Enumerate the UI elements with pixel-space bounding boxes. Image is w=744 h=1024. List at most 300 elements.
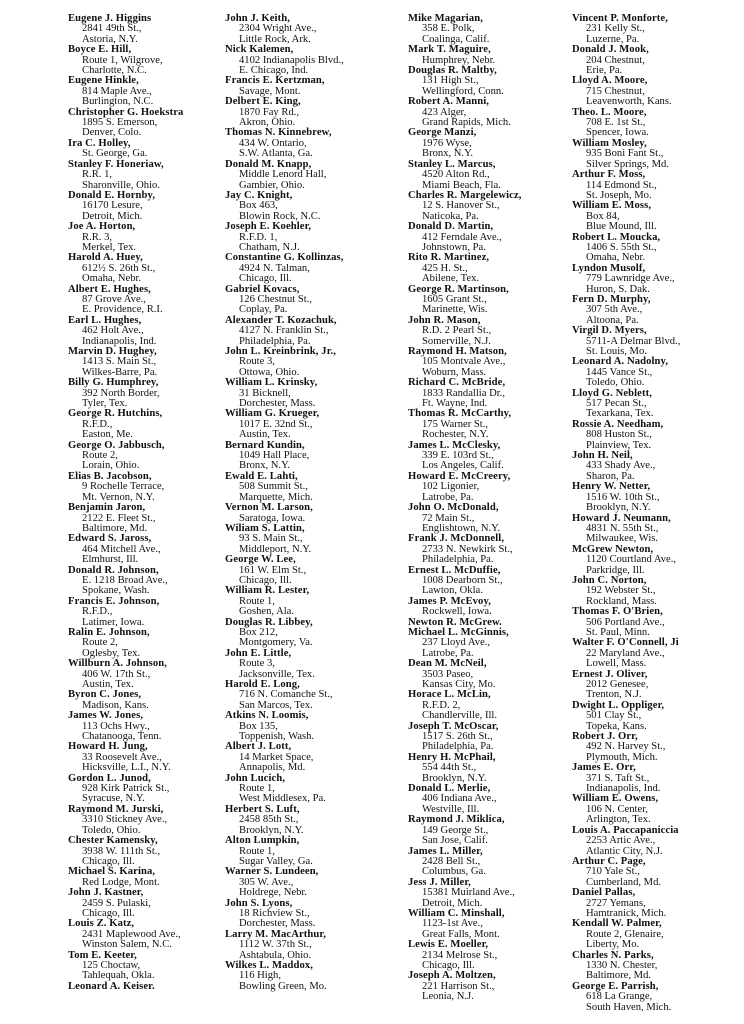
entry-name: Earl L. Hughes, [68, 314, 142, 326]
entry-name: Elias B. Jacobson, [68, 470, 152, 482]
entry-address-line: 161 W. Elm St., [239, 564, 307, 576]
entry-name: Thomas N. Kinnebrew, [225, 127, 332, 139]
directory-entry [572, 14, 744, 45]
entry-name: Byron C. Jones, [68, 689, 142, 701]
entry-name: Walter F. O'Connell, Ji [572, 637, 679, 649]
entry-name: Robert A. Manni, [408, 96, 490, 108]
directory-entry [225, 441, 401, 472]
entry-address-line: 412 Ferndale Ave., [422, 231, 502, 243]
entry-address-line: Box 463, [239, 200, 278, 212]
entry-address-line: Detroit, Mich. [422, 897, 483, 909]
entry-address-line: 339 E. 103rd St., [422, 450, 494, 462]
directory-entry [572, 76, 744, 107]
directory-entry [572, 357, 744, 388]
entry-address-line: Baltimore, Md. [82, 522, 148, 534]
entry-address-line: R.F.D. 2, [422, 699, 461, 711]
entry-address-line: Plymouth, Mich. [586, 751, 658, 763]
directory-entry [225, 45, 401, 76]
directory-entry [408, 253, 570, 284]
entry-address-line: St. Louis, Mo. [586, 346, 647, 357]
entry-address-line: Chicago, Ill. [422, 959, 475, 971]
entry-address-line: 2134 Melrose St., [422, 949, 498, 961]
entry-address-line: Box 84, [586, 210, 620, 222]
entry-address-line: 1120 Courtland Ave., [586, 554, 677, 566]
entry-address-line: 305 W. Ave., [239, 876, 294, 888]
entry-address-line: Sharon, Pa. [586, 470, 635, 482]
directory-entry [225, 97, 401, 128]
entry-name: Donald L. Merlie, [408, 783, 491, 795]
entry-name: John J. Keith, [225, 13, 290, 24]
entry-address-line: R.R. 1, [82, 169, 113, 181]
entry-address-line: 1895 S. Emerson, [82, 117, 158, 129]
entry-address-line: Ashtabula, Ohio. [239, 949, 312, 961]
entry-address-line: 102 Ligonier, [422, 481, 480, 493]
entry-address-line: 1870 Fay Rd., [239, 106, 300, 118]
entry-address-line: Somerville, N.J. [422, 335, 491, 347]
entry-address-line: 4924 N. Talman, [239, 262, 310, 274]
directory-entry [225, 961, 401, 992]
entry-address-line: Brooklyn, N.Y. [586, 502, 651, 514]
entry-address-line: Mt. Vernon, N.Y. [82, 491, 155, 503]
entry-address-line: 392 North Border, [82, 387, 160, 399]
entry-name: Bernard Kundin, [225, 439, 305, 451]
entry-name: John Lucich, [225, 772, 286, 784]
directory-entry [68, 285, 218, 316]
entry-name: Jess J. Miller, [408, 876, 471, 888]
directory-entry [572, 670, 744, 701]
directory-entry [68, 659, 218, 690]
entry-address-line: Grand Rapids, Mich. [422, 117, 511, 129]
entry-address-line: 508 Summit St., [239, 481, 308, 493]
entry-address-line: Latimer, Iowa. [82, 616, 145, 628]
entry-name: Francis E. Johnson, [68, 595, 160, 607]
entry-address-line: Little Rock, Ark. [239, 33, 311, 45]
entry-name: William C. Minshall, [408, 907, 505, 919]
entry-address-line: Baltimore, Md. [586, 970, 652, 982]
directory-entry [408, 285, 570, 316]
entry-name: John E. Little, [225, 647, 292, 659]
entry-address-line: 307 5th Ave., [586, 304, 643, 316]
entry-address-line: Milwaukee, Wis. [586, 533, 659, 545]
entry-address-line: 618 La Grange, [586, 991, 653, 1003]
entry-address-line: Jacksonville, Tex. [239, 668, 315, 680]
entry-address-line: 506 Portland Ave., [586, 616, 665, 628]
directory-entry [68, 566, 218, 597]
entry-name: Gabriel Kovacs, [225, 283, 300, 295]
entry-address-line: 2122 E. Fleet St., [82, 512, 156, 524]
entry-address-line: 1049 Hall Place, [239, 450, 310, 462]
directory-entry [225, 836, 401, 867]
directory-entry [408, 66, 570, 97]
entry-name: Horace L. McLin, [408, 689, 491, 701]
directory-entry [572, 732, 744, 763]
entry-address-line: Chicago, Ill. [82, 907, 135, 919]
entry-address-line: 4520 Alton Rd., [422, 169, 490, 181]
entry-address-line: 715 Chestnut, [586, 85, 645, 97]
entry-name: Louis Z. Katz, [68, 918, 135, 930]
directory-entry [408, 597, 570, 618]
entry-address-line: 434 W. Ontario, [239, 137, 307, 149]
entry-address-line: Route 1, [239, 783, 275, 795]
directory-entry [225, 618, 401, 649]
entry-address-line: Texarkana, Tex. [586, 408, 654, 420]
directory-entry [408, 971, 570, 1002]
directory-entry [572, 638, 744, 669]
entry-name: Fern D. Murphy, [572, 293, 651, 305]
entry-address-line: Humphrey, Nebr. [422, 54, 496, 66]
entry-address-line: 423 Alger, [422, 106, 467, 118]
entry-name: Warner S. Lundeen, [225, 866, 319, 878]
entry-name: Harold A. Huey, [68, 252, 143, 264]
entry-address-line: Elmhurst, Ill. [82, 554, 139, 566]
directory-entry [572, 295, 744, 326]
entry-name: Lloyd A. Moore, [572, 75, 648, 87]
entry-address-line: Blowin Rock, N.C. [239, 210, 321, 222]
entry-name: Vincent P. Monforte, [572, 14, 668, 24]
entry-address-line: Rochester, N.Y. [422, 429, 489, 441]
entry-address-line: 204 Chestnut, [586, 54, 645, 66]
entry-name: George R. Martinson, [408, 283, 509, 295]
entry-address-line: Spencer, Iowa. [586, 127, 649, 139]
entry-name: Herbert S. Luft, [225, 803, 300, 815]
entry-name: Raymond H. Matson, [408, 346, 507, 357]
directory-entry [225, 503, 401, 524]
entry-address-line: R.R. 3, [82, 231, 113, 243]
entry-address-line: Sugar Valley, Ga. [239, 855, 313, 867]
directory-entry [68, 867, 218, 888]
entry-name: Stanley L. Marcus, [408, 158, 496, 170]
entry-address-line: Omaha, Nebr. [82, 273, 142, 285]
entry-address-line: Wellingford, Conn. [422, 85, 504, 97]
directory-entry [408, 847, 570, 878]
entry-name: Henry H. McPhail, [408, 751, 496, 763]
directory-column-1 [68, 14, 218, 992]
entry-address-line: E. Chicago, Ind. [239, 65, 309, 77]
entry-address-line: Leonia, N.J. [422, 991, 474, 1003]
entry-name: Wiliam S. Lattin, [225, 522, 305, 534]
entry-name: Leonard A. Keiser. [68, 980, 155, 992]
directory-entry [572, 326, 744, 357]
directory-entry [408, 316, 570, 347]
entry-name: Raymond J. Miklica, [408, 814, 505, 826]
directory-entry [68, 982, 218, 992]
entry-name: Raymond M. Jurski, [68, 803, 164, 815]
directory-entry [408, 128, 570, 159]
entry-address-line: Merkel, Tex. [82, 241, 137, 253]
entry-address-line: 2727 Yemans, [586, 897, 646, 909]
entry-address-line: Tyler, Tex. [82, 398, 128, 410]
entry-name: George R. Hutchins, [68, 408, 163, 420]
directory-entry [68, 472, 218, 503]
entry-address-line: 125 Choctaw, [82, 959, 141, 971]
directory-entry [68, 45, 218, 76]
entry-address-line: Astoria, N.Y. [82, 33, 138, 45]
entry-name: Jay C. Knight, [225, 189, 293, 201]
directory-entry [572, 576, 744, 607]
entry-name: John C. Norton, [572, 574, 647, 586]
entry-name: Eugene Hinkle, [68, 75, 139, 87]
entry-address-line: Chatham, N.J. [239, 241, 300, 253]
entry-address-line: South Haven, Mich. [586, 1001, 672, 1013]
directory-entry [68, 14, 218, 45]
directory-entry [68, 888, 218, 919]
entry-name: Gordon L. Junod, [68, 772, 151, 784]
entry-address-line: Chicago, Ill. [239, 273, 292, 285]
entry-address-line: 808 Huston St., [586, 429, 652, 441]
directory-column-4 [572, 14, 744, 1013]
entry-address-line: Chicago, Ill. [82, 855, 135, 867]
directory-entry [68, 742, 218, 773]
entry-address-line: 710 Yale St., [586, 866, 640, 878]
entry-address-line: 1413 S. Main St., [82, 356, 157, 368]
entry-name: Arthur F. Moss, [572, 169, 646, 181]
entry-name: Louis A. Paccapaniccia [572, 824, 679, 836]
directory-entry [225, 128, 401, 159]
entry-address-line: 1123-1st Ave., [422, 918, 483, 930]
entry-address-line: 501 Clay St., [586, 710, 642, 722]
entry-address-line: 371 S. Taft St., [586, 772, 650, 784]
entry-address-line: Winston Salem, N.C. [82, 939, 172, 951]
directory-entry [68, 628, 218, 659]
entry-address-line: 149 George St., [422, 824, 489, 836]
directory-entry [225, 774, 401, 805]
entry-address-line: R.D. 2 Pearl St., [422, 325, 492, 337]
entry-address-line: 3938 W. 111th St., [82, 845, 161, 857]
entry-address-line: Topeka, Kans. [586, 720, 647, 732]
entry-address-line: 462 Holt Ave., [82, 325, 144, 337]
entry-address-line: Burlington, N.C. [82, 96, 154, 108]
entry-address-line: Box 135, [239, 720, 278, 732]
entry-address-line: Silver Springs, Md. [586, 158, 669, 170]
entry-address-line: Columbus, Ga. [422, 866, 486, 878]
entry-address-line: 114 Edmond St., [586, 179, 657, 191]
directory-entry [572, 264, 744, 295]
entry-address-line: Brooklyn, N.Y. [239, 824, 304, 836]
directory-entry [225, 867, 401, 898]
directory-entry [572, 951, 744, 982]
directory-entry [68, 441, 218, 472]
entry-address-line: Tahlequah, Okla. [82, 970, 155, 982]
entry-address-line: 126 Chestnut St., [239, 293, 312, 305]
entry-name: George O. Jabbusch, [68, 439, 165, 451]
entry-name: Michael S. Karina, [68, 866, 156, 878]
entry-name: George W. Lee, [225, 554, 296, 566]
entry-address-line: 1406 S. 55th St., [586, 241, 657, 253]
entry-address-line: Toppenish, Wash. [239, 731, 315, 743]
entry-address-line: 554 44th St., [422, 762, 477, 774]
entry-name: Arthur C. Page, [572, 855, 646, 867]
directory-entry [408, 784, 570, 815]
entry-address-line: Trenton, N.J. [586, 689, 642, 701]
directory-entry [68, 503, 218, 534]
directory-entry [408, 566, 570, 597]
entry-name: James P. McEvoy, [408, 595, 492, 607]
directory-entry [225, 680, 401, 711]
entry-name: Ewald E. Lahti, [225, 470, 298, 482]
directory-entry [408, 628, 570, 659]
entry-address-line: West Middlesex, Pa. [239, 793, 326, 805]
entry-address-line: Annapolis, Md. [239, 762, 306, 774]
entry-name: Chester Kamensky, [68, 835, 158, 847]
directory-entry [225, 76, 401, 97]
directory-entry [68, 836, 218, 867]
directory-entry [408, 753, 570, 784]
entry-name: Rito R. Martinez, [408, 252, 490, 264]
directory-entry [408, 45, 570, 66]
entry-name: Donald M. Knapp, [225, 158, 312, 170]
entry-name: William Mosley, [572, 137, 647, 149]
entry-address-line: 2012 Genesee, [586, 679, 649, 690]
entry-address-line: Rockwell, Iowa. [422, 606, 492, 618]
entry-address-line: San Jose, Calif. [422, 835, 488, 847]
directory-entry [225, 222, 401, 253]
entry-address-line: 779 Lawnridge Ave., [586, 273, 675, 285]
entry-address-line: 708 E. 1st St., [586, 117, 646, 129]
entry-name: Douglas R. Libbey, [225, 616, 313, 628]
entry-address-line: Chicago, Ill. [239, 574, 292, 586]
directory-entry [68, 378, 218, 409]
directory-entry [408, 14, 570, 45]
entry-address-line: 9 Rochelle Terrace, [82, 481, 165, 493]
entry-name: George Manzi, [408, 127, 477, 139]
entry-name: Alton Lumpkin, [225, 835, 300, 847]
entry-address-line: Rockland, Mass. [586, 595, 657, 607]
entry-address-line: Indianapolis, Ind. [586, 783, 661, 795]
entry-address-line: 18 Richview St., [239, 907, 310, 919]
directory-entry [408, 503, 570, 534]
directory-entry [572, 108, 744, 139]
entry-address-line: 1833 Randallia Dr., [422, 387, 505, 399]
directory-entry [68, 222, 218, 253]
directory-entry [408, 378, 570, 409]
entry-name: Marvin D. Hughey, [68, 346, 157, 357]
directory-entry [225, 742, 401, 773]
entry-name: Billy G. Humphrey, [68, 377, 159, 389]
entry-name: Frank J. McDonnell, [408, 533, 505, 545]
directory-entry [572, 826, 744, 857]
entry-name: Dean M. McNeil, [408, 658, 487, 670]
entry-address-line: Detroit, Mich. [82, 210, 143, 222]
entry-address-line: Lawton, Okla. [422, 585, 483, 597]
entry-address-line: 1445 Vance St., [586, 366, 653, 378]
entry-name: Benjamin Jaron, [68, 502, 146, 514]
directory-entry [68, 316, 218, 347]
entry-address-line: 113 Ochs Hwy., [82, 720, 150, 732]
entry-name: John H. Neil, [572, 450, 633, 462]
entry-address-line: 1008 Dearborn St., [422, 574, 503, 586]
entry-name: Ernest J. Oliver, [572, 668, 648, 680]
entry-name: James L. Miller, [408, 845, 483, 857]
entry-address-line: 221 Harrison St., [422, 980, 495, 992]
directory-entry [572, 45, 744, 76]
entry-name: Virgil D. Myers, [572, 325, 647, 337]
directory-entry [225, 649, 401, 680]
entry-name: Joseph T. McOscar, [408, 720, 499, 732]
entry-address-line: Erie, Pa. [586, 65, 623, 77]
directory-entry [572, 389, 744, 420]
entry-address-line: 2431 Maplewood Ave., [82, 928, 181, 940]
entry-address-line: Bowling Green, Mo. [239, 980, 327, 992]
entry-address-line: Johnstown, Pa. [422, 241, 486, 253]
entry-address-line: 2841 49th St., [82, 23, 142, 35]
entry-address-line: Dorchester, Mass. [239, 398, 316, 410]
entry-name: William G. Krueger, [225, 408, 320, 420]
entry-address-line: Red Lodge, Mont. [82, 876, 160, 888]
entry-address-line: 12 S. Hanover St., [422, 200, 500, 212]
directory-entry [225, 586, 401, 617]
entry-address-line: Coalinga, Calif. [422, 33, 490, 45]
entry-address-line: Indianapolis, Ind. [82, 335, 157, 347]
entry-name: James W. Jones, [68, 710, 144, 722]
directory-entry [68, 774, 218, 805]
directory-column-2 [225, 14, 401, 992]
entry-name: Robert L. Moucka, [572, 231, 661, 243]
entry-address-line: Brooklyn, N.Y. [422, 772, 487, 784]
entry-address-line: 358 E. Polk, [422, 23, 475, 35]
entry-address-line: 22 Maryland Ave., [586, 647, 665, 659]
entry-address-line: 517 Pecan St., [586, 398, 647, 410]
entry-name: Albert J. Lott, [225, 741, 292, 753]
entry-address-line: Syracuse, N.Y. [82, 793, 145, 805]
entry-address-line: E. 1218 Broad Ave., [82, 574, 168, 586]
directory-entry [68, 951, 218, 982]
entry-address-line: 106 N. Center, [586, 803, 648, 815]
entry-address-line: 5711-A Delmar Blvd., [586, 335, 681, 347]
directory-entry [408, 160, 570, 191]
entry-address-line: Huron, S. Dak. [586, 283, 650, 295]
directory-entry [408, 97, 570, 128]
directory-entry [572, 420, 744, 451]
directory-entry [572, 919, 744, 950]
entry-address-line: 31 Bicknell, [239, 387, 291, 399]
entry-address-line: Parkridge, Ill. [586, 564, 645, 576]
entry-address-line: 612½ S. 26th St., [82, 262, 156, 274]
entry-address-line: Marquette, Mich. [239, 491, 313, 503]
entry-address-line: 2733 N. Newkirk St., [422, 543, 513, 555]
entry-address-line: 33 Roosevelt Ave., [82, 751, 162, 763]
directory-entry [225, 899, 401, 930]
directory-entry [408, 472, 570, 503]
entry-name: Constantine G. Kollinzas, [225, 252, 344, 264]
directory-column-3 [408, 14, 570, 1003]
entry-address-line: Luzerne, Pa. [586, 33, 640, 45]
entry-address-line: Middle Lenord Hall, [239, 169, 327, 181]
entry-address-line: Englishtown, N.Y. [422, 522, 501, 534]
entry-name: John O. McDonald, [408, 502, 499, 514]
entry-address-line: Chandlerville, Ill. [422, 710, 498, 722]
entry-name: Larry M. MacArthur, [225, 928, 326, 940]
entry-address-line: Woburn, Mass. [422, 366, 487, 378]
directory-entry [572, 545, 744, 576]
entry-name: Douglas R. Maltby, [408, 65, 497, 77]
directory-entry [225, 711, 401, 742]
directory-entry [572, 794, 744, 825]
entry-address-line: Omaha, Nebr. [586, 252, 646, 264]
entry-address-line: Ottowa, Ohio. [239, 366, 300, 378]
directory-entry [225, 160, 401, 191]
entry-name: Donald R. Johnson, [68, 564, 159, 576]
entry-name: Wilkes L. Maddox, [225, 959, 314, 971]
entry-name: George E. Parrish, [572, 980, 659, 992]
entry-address-line: Philadelphia, Pa. [239, 335, 311, 347]
entry-address-line: 16170 Lesure, [82, 200, 143, 212]
entry-address-line: Atlantic City, N.J. [586, 845, 663, 857]
entry-address-line: San Marcos, Tex. [239, 699, 313, 711]
directory-entry [408, 940, 570, 971]
directory-entry [68, 597, 218, 628]
entry-address-line: 2304 Wright Ave., [239, 23, 317, 35]
entry-address-line: Naticoka, Pa. [422, 210, 479, 222]
